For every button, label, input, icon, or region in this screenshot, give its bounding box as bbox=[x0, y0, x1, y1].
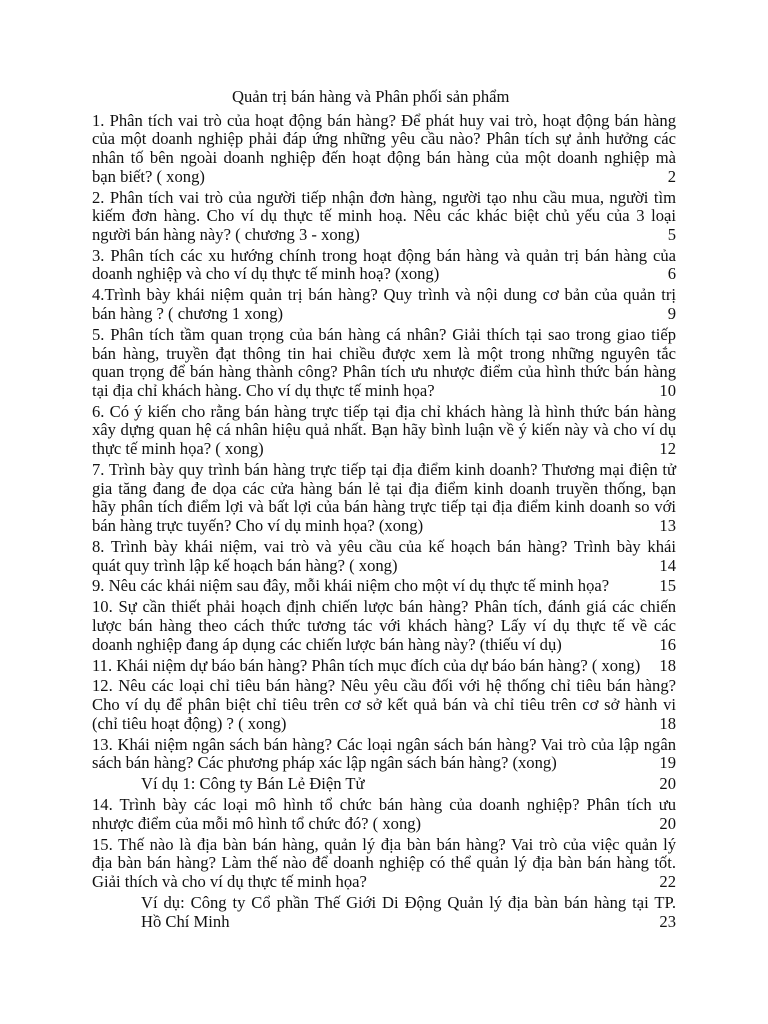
entry-text-line: 10. Sự cần thiết phải hoạch định chiến lược bán hàng? Phân tích, đánh giá các chiến bbox=[92, 597, 676, 617]
page-number: 13 bbox=[659, 515, 676, 535]
page-number: 16 bbox=[659, 634, 676, 654]
entry-last-line bbox=[92, 754, 676, 773]
entry-last-line bbox=[92, 440, 676, 459]
toc-entry bbox=[92, 796, 676, 833]
entry-text-line: quan trọng để bán hàng thành công? Phân tích ưu nhược điểm của hình thức bán hàng bbox=[92, 362, 676, 382]
entry-text-line: Ví dụ 1: Công ty Bán Lẻ Điện Tử bbox=[141, 774, 365, 794]
entry-text-line: người bán hàng này? ( chương 3 - xong) bbox=[92, 224, 360, 244]
entry-text-line: Hồ Chí Minh bbox=[141, 911, 230, 931]
page-number: 15 bbox=[659, 576, 676, 596]
toc-example-entry bbox=[92, 894, 676, 931]
entry-text-line: 2. Phân tích vai trò của người tiếp nhận đơn hàng, người tạo nhu cầu mua, người tìm bbox=[92, 187, 676, 207]
entry-text-line: bán hàng ? ( chương 1 xong) bbox=[92, 303, 284, 323]
toc-entry bbox=[92, 736, 676, 773]
entry-text-line: xây dựng quan hệ cá nhân hiệu quả nhất. Bạn hãy bình luận về ý kiến này và cho ví dụ bbox=[92, 420, 676, 440]
entry-text-line: 8. Trình bày khái niệm, vai trò và yêu cầu của kế hoạch bán hàng? Trình bày khái bbox=[92, 536, 676, 556]
entry-text-line: 13. Khái niệm ngân sách bán hàng? Các loại ngân sách bán hàng? Vai trò của lập ngân bbox=[92, 734, 676, 754]
entry-text-line: gia tăng đang đe dọa các cửa hàng bán lẻ tại địa điểm kinh doanh truyền thống, bạn bbox=[92, 478, 676, 498]
page-number: 22 bbox=[659, 872, 676, 891]
toc-entry bbox=[92, 189, 676, 245]
page-number: 18 bbox=[659, 655, 676, 675]
page-number: 12 bbox=[659, 439, 676, 459]
entry-text-line: hãy phân tích điểm lợi và bất lợi của bán hàng trực tiếp tại địa điểm kinh doanh so với bbox=[92, 497, 676, 517]
entry-text-line: địa bàn bán hàng? Làm thế nào để doanh nghiệp có thể quản lý địa bàn bán hàng tốt. bbox=[92, 853, 676, 873]
entry-last-line bbox=[92, 168, 676, 187]
entry-text-line: Cho ví dụ để phân biệt chỉ tiêu trên cơ sở kết quả bán và chỉ tiêu trên cơ sở hành vi bbox=[92, 695, 676, 715]
entry-text-line: bán hàng, truyền đạt thông tin hai chiều được xem là một trong những nguyên tắc bbox=[92, 343, 676, 363]
entry-text-line: quát quy trình lập kế hoạch bán hàng? ( xong) bbox=[92, 555, 398, 575]
entry-last-line bbox=[92, 265, 676, 284]
toc-entry bbox=[92, 112, 676, 187]
page-number: 10 bbox=[659, 380, 676, 400]
document-title: Quản trị bán hàng và Phân phối sản phẩm bbox=[232, 86, 510, 106]
toc-entry bbox=[92, 657, 676, 676]
page-number: 19 bbox=[659, 753, 676, 773]
entry-text-line: của một doanh nghiệp phải đáp ứng những yêu cầu nào? Phân tích sự ảnh hưởng các bbox=[92, 129, 676, 149]
entry-last-line bbox=[141, 913, 676, 932]
entry-text-line: 12. Nêu các loại chỉ tiêu bán hàng? Nêu yêu cầu đối với hệ thống chỉ tiêu bán hàng? bbox=[92, 676, 676, 696]
entry-text-line: (chỉ tiêu hoạt động) ? ( xong) bbox=[92, 713, 287, 733]
table-of-contents bbox=[92, 88, 676, 934]
entry-text-line: 9. Nêu các khái niệm sau đây, mỗi khái niệm cho một ví dụ thực tế minh họa? bbox=[92, 576, 610, 596]
entry-last-line bbox=[92, 657, 676, 676]
entry-text-line: tại địa chỉ khách hàng. Cho ví dụ thực tế minh họa? bbox=[92, 380, 435, 400]
entry-last-line bbox=[92, 557, 676, 576]
toc-entry bbox=[92, 677, 676, 733]
page-number: 18 bbox=[659, 713, 676, 733]
entry-text-line: 4.Trình bày khái niệm quản trị bán hàng? Quy trình và nội dung cơ bản của quản trị bbox=[92, 285, 676, 305]
entry-text-line: nhược điểm của mỗi mô hình tổ chức đó? ( xong) bbox=[92, 813, 422, 833]
entry-text-line: Giải thích và cho ví dụ thực tế minh họa? bbox=[92, 872, 367, 891]
page-number: 20 bbox=[659, 813, 676, 833]
entry-last-line bbox=[92, 636, 676, 655]
toc-entry bbox=[92, 577, 676, 596]
entry-text-line: Ví dụ: Công ty Cổ phần Thế Giới Di Động Quản lý địa bàn bán hàng tại TP. bbox=[141, 892, 676, 912]
entry-text-line: doanh nghiệp và cho ví dụ thực tế minh hoạ? (xong) bbox=[92, 264, 440, 284]
entry-text-line: 6. Có ý kiến cho rằng bán hàng trực tiếp tại địa chỉ khách hàng là hình thức bán hàng bbox=[92, 401, 676, 421]
page-number: 6 bbox=[667, 264, 676, 284]
page-number: 2 bbox=[667, 166, 676, 186]
page-number: 23 bbox=[659, 911, 676, 931]
entry-last-line bbox=[92, 517, 676, 536]
toc-entry bbox=[92, 598, 676, 654]
entry-text-line: 14. Trình bày các loại mô hình tổ chức bán hàng của doanh nghiệp? Phân tích ưu bbox=[92, 795, 676, 815]
page-number: 20 bbox=[659, 774, 676, 794]
toc-entry bbox=[92, 247, 676, 284]
entry-last-line bbox=[92, 577, 676, 596]
entry-last-line bbox=[92, 815, 676, 834]
entry-text-line: sách bán hàng? Các phương pháp xác lập ngân sách bán hàng? (xong) bbox=[92, 753, 557, 773]
entry-text-line: thực tế minh họa? ( xong) bbox=[92, 439, 264, 459]
page-number: 9 bbox=[667, 303, 676, 323]
entry-text-line: bán hàng trực tuyến? Cho ví dụ minh họa? (xong) bbox=[92, 515, 424, 535]
entry-text-line: doanh nghiệp đang áp dụng các chiến lược bán hàng này? (thiếu ví dụ) bbox=[92, 634, 562, 654]
page-number: 14 bbox=[659, 555, 676, 575]
toc-entry bbox=[92, 836, 676, 892]
toc-entries bbox=[92, 112, 676, 932]
entry-text-line: 5. Phân tích tầm quan trọng của bán hàng cá nhân? Giải thích tại sao trong giao tiếp bbox=[92, 324, 676, 344]
entry-last-line bbox=[92, 305, 676, 324]
entry-last-line bbox=[92, 382, 676, 401]
toc-entry bbox=[92, 403, 676, 459]
toc-entry bbox=[92, 461, 676, 536]
toc-entry bbox=[92, 286, 676, 323]
entry-text-line: 15. Thế nào là địa bàn bán hàng, quản lý địa bàn bán hàng? Vai trò của việc quản lý bbox=[92, 834, 676, 854]
toc-entry bbox=[92, 326, 676, 401]
entry-last-line bbox=[92, 226, 676, 245]
toc-entry bbox=[92, 538, 676, 575]
entry-text-line: lược bán hàng theo cách thức tương tác với khách hàng? Lấy ví dụ thực tế về các bbox=[92, 615, 676, 635]
entry-text-line: nhân tố bên ngoài doanh nghiệp đến hoạt động bán hàng của một doanh nghiệp mà bbox=[92, 147, 676, 167]
entry-text-line: 3. Phân tích các xu hướng chính trong hoạt động bán hàng và quản trị bán hàng của bbox=[92, 245, 676, 265]
entry-last-line bbox=[141, 775, 676, 794]
entry-text-line: 1. Phân tích vai trò của hoạt động bán hàng? Để phát huy vai trò, hoạt động bán hàng bbox=[92, 110, 676, 130]
entry-last-line bbox=[92, 715, 676, 734]
entry-text-line: kiếm đơn hàng. Cho ví dụ thực tế minh hoạ. Nêu các khác biệt chủ yếu của 3 loại bbox=[92, 206, 676, 226]
entry-text-line: bạn biết? ( xong) bbox=[92, 166, 205, 186]
entry-last-line bbox=[92, 873, 676, 892]
entry-text-line: 7. Trình bày quy trình bán hàng trực tiếp tại địa điểm kinh doanh? Thương mại điện tử bbox=[92, 459, 676, 479]
page-number: 5 bbox=[667, 224, 676, 244]
entry-text-line: 11. Khái niệm dự báo bán hàng? Phân tích mục đích của dự báo bán hàng? ( xong) bbox=[92, 655, 641, 675]
toc-example-entry bbox=[92, 775, 676, 794]
